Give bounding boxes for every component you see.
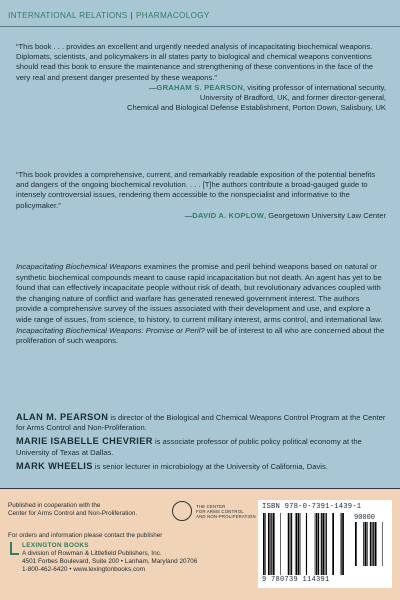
- category-header: [8, 11, 210, 20]
- center-logo-icon: [172, 501, 192, 521]
- endorser-affiliation: , Georgetown University Law Center: [264, 210, 386, 220]
- quote-attribution: [16, 83, 386, 114]
- quote-text: “This book . . . provides an excellent and urgently needed analysis of incapacitating biochemical weapons. Diplomats, scientists, and policymakers in all states party to biological and chemical weapons conventions should read this book to ensure the maintenance and strengthening of these conventions in the face of the very real and present danger presented by these weapons.”: [16, 42, 374, 82]
- endorsement-quote-pearson: [16, 42, 386, 113]
- author-name: MARK WHEELIS: [16, 460, 93, 471]
- endorser-affiliation-3: Chemical and Biological Defense Establishment, Porton Down, Salisbury, UK: [126, 103, 386, 113]
- author-bio: [16, 436, 386, 457]
- quote-attribution: [16, 211, 386, 221]
- category-separator: |: [130, 11, 134, 20]
- publisher-division: A division of Rowman & Littlefield Publishers, Inc.: [22, 550, 162, 557]
- publisher-panel: [0, 489, 400, 600]
- barcode-icon: [262, 513, 344, 575]
- publisher-info: [22, 542, 252, 574]
- cooperation-note: [8, 502, 188, 518]
- endorser-name: GRAHAM S. PEARSON: [156, 82, 244, 92]
- endorser-affiliation: , visiting professor of international security,: [243, 82, 386, 92]
- center-arms-control-logo: [172, 501, 258, 527]
- center-logo-text: THE CENTER FOR ARMS CONTROL AND NON-PROLIFERATION: [196, 504, 256, 519]
- attribution-dash: —: [184, 210, 193, 220]
- publisher-contact: 1-800-462-6420 • www.lexingtonbooks.com: [22, 566, 146, 573]
- isbn-label: ISBN 978-0-7391-1439-1: [262, 503, 362, 511]
- description-text-1: examines the promise and peril behind weapons based on natural or synthetic biochemical compounds meant to cause rapid incapacitation but not death. An agent has yet to be found that can effectively incapacitate people without risk of death, but revolutionary advances coupled with the changing nature of conflict and warfare has generated renewed government interest. The authors provide a comprehensive survey of the issues associated with their development and use, and explore a wide range of issues, from science, to history, to current military interest, arms control, and international law.: [16, 262, 383, 324]
- barcode-digits: 9 780739 114391: [262, 576, 330, 584]
- book-title-italic-full: Incapacitating Biochemical Weapons: Promise or Peril?: [16, 325, 205, 335]
- book-title-italic: Incapacitating Biochemical Weapons: [16, 262, 142, 271]
- lexington-logo-icon: [10, 542, 19, 555]
- addon-barcode-icon: [354, 522, 388, 566]
- author-name: ALAN M. PEARSON: [16, 412, 109, 422]
- author-bios: [16, 412, 386, 475]
- endorser-affiliation-2: University of Bradford, UK, and former director-general,: [199, 93, 386, 103]
- book-description: [16, 262, 386, 347]
- price-code: 90000: [354, 514, 376, 522]
- endorsement-quote-koplow: [16, 170, 386, 221]
- author-bio-text: is director of the Biological and Chemical Weapons Control Program at the Center for Arms Control and Non-Proliferation.: [16, 413, 386, 433]
- endorser-name: DAVID A. KOPLOW: [192, 210, 265, 220]
- author-name: MARIE ISABELLE CHEVRIER: [16, 436, 153, 447]
- author-bio-text: is senior lecturer in microbiology at the University of California, Davis.: [92, 461, 328, 471]
- cooperation-line-2: Center for Arms Control and Non-Proliferation.: [8, 510, 138, 517]
- category-international-relations: INTERNATIONAL RELATIONS: [8, 11, 128, 20]
- header-rule: [0, 26, 400, 27]
- publisher-brand: LEXINGTON BOOKS: [22, 542, 89, 549]
- author-bio-text: is associate professor of public policy political economy at the University of Texas at Dallas.: [16, 437, 362, 457]
- author-bio: [16, 412, 386, 433]
- orders-note: For orders and information please contact the publisher: [8, 532, 163, 539]
- isbn-barcode-box: [258, 500, 392, 588]
- description-text-2: will be of interest to all who are concerned about the proliferation of such weapons.: [16, 325, 385, 346]
- category-pharmacology: PHARMACOLOGY: [136, 11, 210, 20]
- cooperation-line-1: Published in cooperation with the: [8, 502, 101, 509]
- publisher-address: 4501 Forbes Boulevard, Suite 200 • Lanham, Maryland 20706: [22, 558, 198, 565]
- quote-text: “This book provides a comprehensive, current, and remarkably readable exposition of the potential benefits and dangers of the ongoing biochemical revolution. . . . [T]he authors contribute a broad-gauged guide to intensely controversial issues, rendering them accessible to the nonspecialist and informative to the policymaker.”: [16, 170, 376, 210]
- author-bio: [16, 461, 386, 472]
- attribution-dash: —: [148, 82, 157, 92]
